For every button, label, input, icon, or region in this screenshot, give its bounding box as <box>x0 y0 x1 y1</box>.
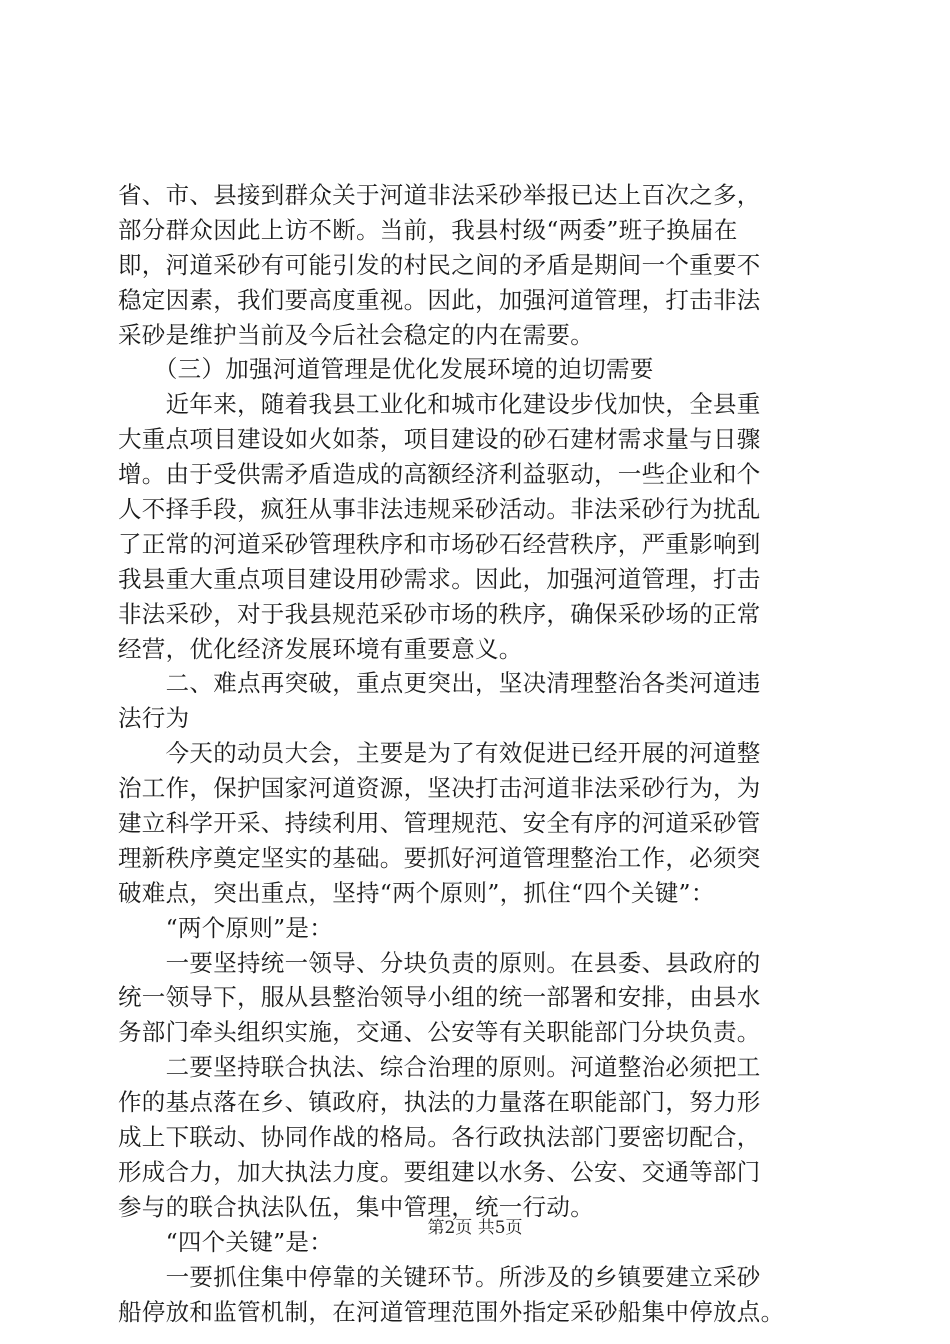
text-line: 统一领导下，服从县整治领导小组的统一部署和安排，由县水 <box>118 983 761 1012</box>
text-line: 一要坚持统一领导、分块负责的原则。在县委、县政府的 <box>118 948 761 977</box>
text-line: 即，河道采砂有可能引发的村民之间的矛盾是期间一个重要不 <box>118 250 761 279</box>
page-number-footer: 第2页 共5页 <box>427 1218 523 1238</box>
text-line: 破难点，突出重点，坚持“两个原则”，抓住“四个关键”： <box>118 878 715 907</box>
text-line: 形成合力，加大执法力度。要组建以水务、公安、交通等部门 <box>118 1157 761 1186</box>
text-line: 大重点项目建设如火如荼，项目建设的砂石建材需求量与日骤 <box>118 425 761 454</box>
text-line: 近年来，随着我县工业化和城市化建设步伐加快，全县重 <box>118 390 761 419</box>
text-line: 采砂是维护当前及今后社会稳定的内在需要。 <box>118 320 594 349</box>
text-line: 经营，优化经济发展环境有重要意义。 <box>118 634 523 663</box>
text-line: 二要坚持联合执法、综合治理的原则。河道整治必须把工 <box>118 1053 761 1082</box>
text-line: 成上下联动、协同作战的格局。各行政执法部门要密切配合， <box>118 1123 761 1152</box>
section-heading: 二、难点再突破，重点更突出，坚决清理整治各类河道违 <box>118 669 761 698</box>
text-line: 非法采砂，对于我县规范采砂市场的秩序，确保采砂场的正常 <box>118 599 761 628</box>
text-line: 增。由于受供需矛盾造成的高额经济利益驱动，一些企业和个 <box>118 460 761 489</box>
text-line: 船停放和监管机制，在河道管理范围外指定采砂船集中停放点。 <box>118 1297 785 1326</box>
text-line: 作的基点落在乡、镇政府，执法的力量落在职能部门，努力形 <box>118 1088 761 1117</box>
text-line: 我县重大重点项目建设用砂需求。因此，加强河道管理，打击 <box>118 564 761 593</box>
document-body <box>118 178 854 1329</box>
section-heading: （三）加强河道管理是优化发展环境的迫切需要 <box>118 355 654 384</box>
text-line: 稳定因素，我们要高度重视。因此，加强河道管理，打击非法 <box>118 285 761 314</box>
text-line: 省、市、县接到群众关于河道非法采砂举报已达上百次之多， <box>118 181 761 209</box>
text-line: “四个关键”是： <box>118 1227 334 1256</box>
section-heading: 法行为 <box>118 704 190 733</box>
text-line: 务部门牵头组织实施，交通、公安等有关职能部门分块负责。 <box>118 1018 761 1047</box>
text-line: 了正常的河道采砂管理秩序和市场砂石经营秩序，严重影响到 <box>118 529 761 558</box>
text-line: 参与的联合执法队伍，集中管理，统一行动。 <box>118 1192 594 1221</box>
text-line: “两个原则”是： <box>118 913 334 942</box>
text-line: 人不择手段，疯狂从事非法违规采砂活动。非法采砂行为扰乱 <box>118 495 761 524</box>
text-line: 一要抓住集中停靠的关键环节。所涉及的乡镇要建立采砂 <box>118 1262 761 1291</box>
text-line: 部分群众因此上访不断。当前，我县村级“两委”班子换届在 <box>118 215 738 244</box>
text-line: 今天的动员大会，主要是为了有效促进已经开展的河道整 <box>118 739 761 768</box>
text-line: 建立科学开采、持续利用、管理规范、安全有序的河道采砂管 <box>118 809 761 838</box>
text-line: 治工作，保护国家河道资源，坚决打击河道非法采砂行为，为 <box>118 774 761 803</box>
text-line: 理新秩序奠定坚实的基础。要抓好河道管理整治工作，必须突 <box>118 843 761 872</box>
